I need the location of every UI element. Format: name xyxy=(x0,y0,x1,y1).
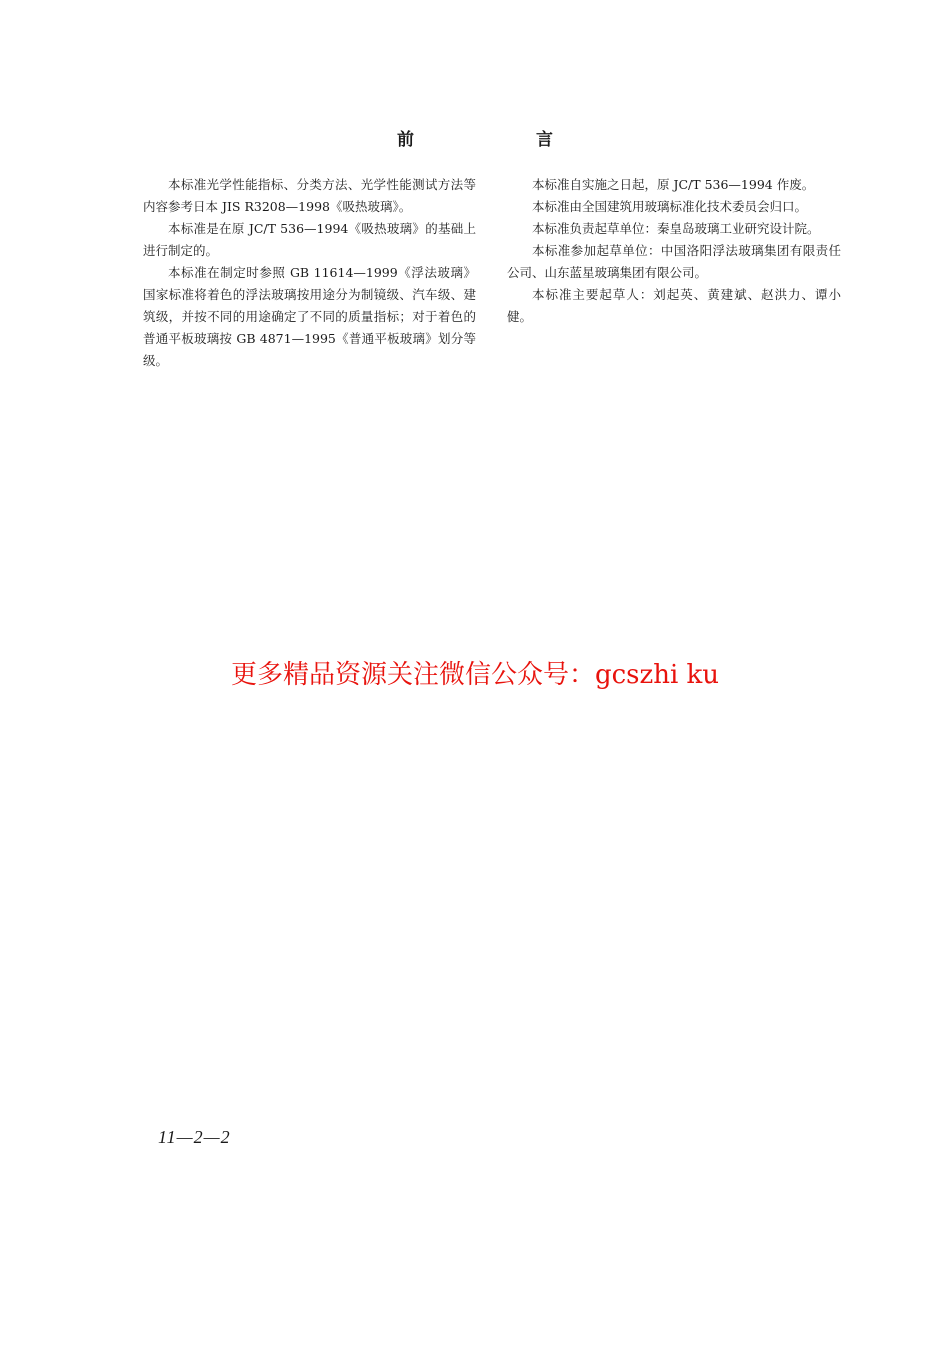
paragraph-lead-drafter: 本标准负责起草单位：秦皇岛玻璃工业研究设计院。 xyxy=(532,221,820,236)
page-title: 前 言 xyxy=(397,130,611,150)
paragraph-reference-standard: 本标准光学性能指标、分类方法、光学性能测试方法等内容参考日本 JIS R3208—1998《吸热玻璃》。 xyxy=(143,177,476,214)
right-column xyxy=(507,174,841,328)
paragraph-supersedes: 本标准自实施之日起，原 JC/T 536—1994 作废。 xyxy=(532,177,815,192)
page-number: 11—2—2 xyxy=(158,1127,231,1147)
paragraph-basis: 本标准是在原 JC/T 536—1994《吸热玻璃》的基础上进行制定的。 xyxy=(143,221,476,258)
paragraph-main-drafters: 本标准主要起草人：刘起英、黄建斌、赵洪力、谭小健。 xyxy=(507,287,841,324)
left-column xyxy=(143,174,476,372)
paragraph-committee: 本标准由全国建筑用玻璃标准化技术委员会归口。 xyxy=(532,199,808,214)
paragraph-participating-drafters: 本标准参加起草单位：中国洛阳浮法玻璃集团有限责任公司、山东蓝星玻璃集团有限公司。 xyxy=(507,243,841,280)
watermark-text: 更多精品资源关注微信公众号：gcszhi ku xyxy=(230,660,720,690)
paragraph-classification: 本标准在制定时参照 GB 11614—1999《浮法玻璃》国家标准将着色的浮法玻璃按用途分为制镜级、汽车级、建筑级，并按不同的用途确定了不同的质量指标；对于着色的普通平板玻璃按 GB 4871—1995《普通平板玻璃》划分等级。 xyxy=(143,265,476,368)
